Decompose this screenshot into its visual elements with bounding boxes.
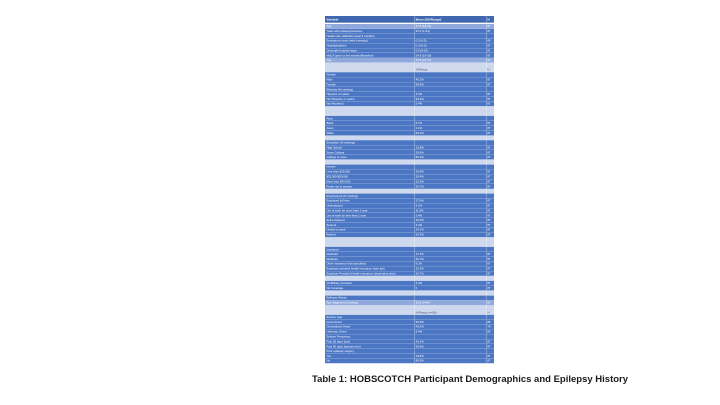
cell-value: 20.7%: [414, 257, 486, 262]
cell-variable: Prior epilepsy surgery: [326, 349, 355, 353]
cell-variable: Less than $25,000: [326, 169, 350, 174]
cell-value: 13.8%: [414, 145, 486, 150]
cell-n: 87: [486, 121, 494, 126]
cell-variable: [325, 106, 414, 111]
cell-value: [414, 305, 486, 310]
cell-n: 87: [486, 150, 494, 155]
cell-n: N: [486, 310, 494, 315]
cell-value: 20.4 (1-54): [414, 29, 486, 34]
cell-value: 93.1%: [414, 131, 486, 136]
cell-n: [486, 111, 494, 116]
cell-value: 20.7%: [414, 271, 486, 276]
cell-n: 87: [486, 77, 494, 82]
cell-value: [414, 237, 486, 242]
cell-value: [414, 315, 486, 320]
cell-n: 87: [486, 286, 494, 291]
demographics-table: [325, 16, 494, 363]
cell-value: 43.1%: [414, 339, 486, 344]
cell-variable: Female: [326, 82, 336, 87]
cell-variable: [325, 237, 414, 242]
cell-value: 56.3%: [414, 155, 486, 160]
cell-variable: Insurance: [326, 247, 339, 251]
cell-value: 24.8 (16-30): [414, 53, 486, 58]
cell-variable: No: [326, 359, 330, 363]
cell-n: N: [486, 68, 494, 73]
cell-n: [486, 334, 494, 339]
cell-n: [486, 106, 494, 111]
cell-value: 5.7%: [414, 121, 486, 126]
cell-value: 6.4%: [414, 329, 486, 334]
cell-variable: Some College: [326, 150, 345, 154]
cell-n: 79: [486, 325, 494, 330]
cell-value: [414, 34, 486, 39]
cell-value: [414, 296, 486, 301]
cell-n: [486, 315, 494, 320]
cell-value: [414, 242, 486, 247]
cell-value: %/Range: [414, 68, 486, 73]
cell-n: 87: [486, 228, 494, 233]
cell-value: 40.2%: [414, 77, 486, 82]
cell-n: 87: [486, 92, 494, 97]
cell-n: 87: [486, 174, 494, 179]
cell-n: 87: [486, 252, 494, 257]
cell-n: [486, 63, 494, 68]
cell-variable: Generalized Onset: [326, 325, 351, 329]
cell-variable: [325, 111, 414, 116]
cell-n: 87: [486, 281, 494, 286]
cell-value: [414, 291, 486, 296]
cell-n: 87: [486, 354, 494, 359]
cell-value: 9.2%: [414, 203, 486, 208]
table-body: [325, 24, 494, 363]
cell-n: 87: [486, 213, 494, 218]
cell-value: [414, 247, 486, 252]
cell-value: 50.6%: [414, 320, 486, 325]
table-row: [325, 359, 494, 364]
cell-n: 87: [486, 271, 494, 276]
cell-n: [486, 140, 494, 145]
cell-value: 47.5 (18-74): [414, 58, 486, 63]
cell-value: 47.5 (18-74): [414, 24, 486, 29]
cell-n: 87: [486, 97, 494, 102]
cell-value: 27.6%: [414, 199, 486, 204]
cell-value: %/Range (n=58): [414, 310, 486, 315]
cell-n: [486, 296, 494, 301]
cell-n: 85: [486, 320, 494, 325]
cell-n: 87: [486, 266, 494, 271]
cell-variable: Past 30 days (seizure free): [326, 344, 361, 348]
cell-n: [486, 136, 494, 141]
cell-n: [486, 194, 494, 199]
cell-n: 87: [486, 131, 494, 136]
cell-n: [486, 247, 494, 252]
cell-variable: Hispanic or Latino: [326, 92, 350, 96]
cell-value: [414, 160, 486, 165]
cell-value: [414, 106, 486, 111]
cell-value: 33.3%: [414, 179, 486, 184]
cell-variable: Out of work for less than 1 year: [326, 213, 367, 217]
cell-n: [486, 34, 494, 39]
cell-n: [486, 72, 494, 77]
cell-value: 32.2%: [414, 266, 486, 271]
cell-variable: Self-employed: [326, 218, 345, 222]
cell-n: [486, 165, 494, 170]
cell-value: 59.8%: [414, 82, 486, 87]
cell-n: 87: [486, 223, 494, 228]
cell-variable: No Coverage: [326, 286, 344, 290]
cell-n: 87: [486, 102, 494, 107]
cell-n: 87: [486, 339, 494, 344]
cell-variable: Not Hispanic or Latino: [326, 97, 355, 101]
cell-variable: Unable to work: [326, 228, 346, 232]
cell-n: [486, 87, 494, 92]
cell-variable: Health care utilization (past 3 months): [326, 34, 375, 38]
cell-n: 87: [486, 126, 494, 131]
cell-value: 17.2%: [414, 252, 486, 257]
cell-n: [486, 160, 494, 165]
cell-variable: [325, 310, 414, 315]
cell-variable: [325, 136, 414, 141]
cell-value: 1.1%: [414, 126, 486, 131]
cell-value: 80.5%: [414, 359, 486, 364]
cell-n: 87: [486, 257, 494, 262]
cell-n: 86: [486, 300, 494, 305]
cell-value: 0: [414, 286, 486, 291]
cell-variable: More than $50,000: [326, 179, 351, 183]
cell-value: 3.4%: [414, 281, 486, 286]
cell-value: 0.3 (0-3): [414, 43, 486, 48]
cell-variable: Yes: [326, 354, 332, 358]
cell-variable: Employer provided health insurance (own job): [326, 266, 385, 271]
cell-variable: Prefer not to answer: [326, 184, 353, 188]
cell-n: 80: [486, 329, 494, 334]
cell-n: 87: [486, 218, 494, 223]
cell-variable: College or more: [326, 155, 347, 159]
cell-value: 20.7%: [414, 184, 486, 189]
cell-variable: [325, 276, 414, 281]
cell-n: [486, 305, 494, 310]
cell-n: 87: [486, 359, 494, 364]
cell-variable: Student: [326, 223, 337, 227]
cell-value: [414, 276, 486, 281]
cell-variable: High School: [326, 145, 342, 150]
cell-n: 87: [486, 82, 494, 87]
cell-n: 87: [486, 184, 494, 189]
cell-value: 20.5 (0-64): [414, 300, 486, 305]
cell-value: [414, 165, 486, 170]
cell-variable: Black: [326, 121, 334, 125]
cell-value: [414, 349, 486, 354]
cell-value: 3.4%: [414, 223, 486, 228]
cell-n: 87: [486, 344, 494, 349]
cell-n: 87: [486, 179, 494, 184]
cell-variable: Age diagnosed (missing): [326, 300, 358, 305]
cell-n: 87: [486, 43, 494, 48]
cell-n: 87: [486, 29, 494, 34]
cell-variable: Ethnicity (% missing): [326, 87, 353, 91]
cell-variable: Focal Onset: [326, 320, 342, 324]
cell-n: 87: [486, 24, 494, 29]
cell-n: [486, 242, 494, 247]
cell-variable: Emergency room visits (missing): [326, 39, 368, 43]
column-header-mean: Mean (SD/Range): [414, 16, 486, 23]
cell-value: 3.4%: [414, 102, 486, 107]
cell-variable: Other insurance (Not specified): [326, 262, 366, 266]
cell-value: [414, 87, 486, 92]
cell-value: 93.1%: [414, 97, 486, 102]
cell-value: [414, 140, 486, 145]
table-header-row: [325, 16, 494, 24]
cell-n: 87: [486, 58, 494, 63]
cell-variable: Overnight hospital stays: [326, 48, 357, 53]
cell-n: 87: [486, 232, 494, 237]
cell-variable: Employment (% missing): [326, 194, 359, 198]
cell-n: 87: [486, 48, 494, 53]
cell-variable: Age: [326, 24, 332, 28]
cell-n: [486, 116, 494, 121]
cell-n: 87: [486, 169, 494, 174]
cell-variable: Race: [326, 116, 334, 120]
cell-variable: Employer Provided Health Insurance (dependent plan): [326, 271, 396, 276]
cell-variable: Employed full time: [326, 199, 350, 203]
cell-n: [486, 291, 494, 296]
cell-n: 87: [486, 53, 494, 58]
cell-variable: [325, 160, 414, 165]
cell-value: 26.4%: [414, 174, 486, 179]
cell-value: 0.5 (0-10): [414, 48, 486, 53]
cell-n: 86: [486, 39, 494, 44]
cell-value: 3.4%: [414, 92, 486, 97]
cell-variable: Not Reported: [326, 102, 344, 106]
cell-value: 0.5 (0-5): [414, 39, 486, 44]
cell-variable: Age: [326, 58, 332, 62]
cell-variable: Gender: [326, 72, 336, 77]
column-header-n: N: [486, 16, 494, 23]
cell-variable: [325, 68, 414, 73]
table-caption: Table 1: HOBSCOTCH Participant Demographics and Epilepsy History: [312, 374, 629, 385]
cell-n: 87: [486, 208, 494, 213]
cell-value: 24.1%: [414, 228, 486, 233]
cell-variable: Medicaid: [326, 252, 338, 256]
cell-value: 3.4%: [414, 213, 486, 218]
cell-variable: White: [326, 131, 334, 135]
cell-variable: Unemployed: [326, 203, 343, 208]
cell-variable: [325, 305, 414, 310]
cell-variable: Past 30 days (yes): [326, 339, 351, 343]
cell-value: 10.3%: [414, 232, 486, 237]
cell-n: 87: [486, 262, 494, 267]
cell-variable: VA/Military provided: [326, 281, 352, 285]
cell-variable: Seizure type: [326, 315, 343, 319]
cell-variable: Asian: [326, 126, 334, 130]
cell-value: [414, 136, 486, 141]
cell-value: 56.9%: [414, 344, 486, 349]
cell-variable: Income: [326, 165, 336, 169]
cell-value: [414, 334, 486, 339]
cell-n: [486, 349, 494, 354]
cell-n: 87: [486, 155, 494, 160]
cell-n: 87: [486, 203, 494, 208]
cell-value: [414, 189, 486, 194]
cell-value: 10.3%: [414, 218, 486, 223]
cell-variable: Out of work for more than 1 year: [326, 208, 368, 213]
cell-value: [414, 194, 486, 199]
cell-variable: MoCA (prior to first session/Baseline): [326, 53, 374, 57]
cell-variable: Education (% missing): [326, 140, 355, 145]
cell-variable: [325, 189, 414, 194]
cell-n: 87: [486, 145, 494, 150]
cell-n: [486, 189, 494, 194]
cell-variable: Retired: [326, 232, 336, 237]
cell-variable: Male: [326, 77, 333, 82]
cell-value: 11.5%: [414, 208, 486, 213]
cell-value: 19.5%: [414, 169, 486, 174]
cell-variable: [325, 242, 414, 247]
cell-variable: [325, 63, 414, 68]
cell-variable: Unknown Onset: [326, 329, 347, 334]
cell-value: [414, 72, 486, 77]
cell-variable: Hospitalizations: [326, 43, 347, 48]
cell-variable: $25,000-$50,000: [326, 174, 348, 179]
cell-n: 87: [486, 199, 494, 204]
cell-value: [414, 116, 486, 121]
cell-variable: Epilepsy History: [326, 296, 347, 300]
cell-n: [486, 276, 494, 281]
cell-value: [414, 111, 486, 116]
cell-variable: Years with epilepsy/seizures: [326, 29, 363, 33]
cell-variable: [325, 291, 414, 296]
cell-variable: Medicare: [326, 257, 339, 261]
cell-value: 29.9%: [414, 150, 486, 155]
cell-value: 9.2%: [414, 262, 486, 267]
column-header-variable: Variable: [326, 17, 339, 22]
cell-variable: Seizure Frequency: [326, 334, 351, 339]
cell-value: [414, 63, 486, 68]
cell-value: 43.0%: [414, 325, 486, 330]
cell-n: [486, 237, 494, 242]
cell-value: 19.5%: [414, 354, 486, 359]
